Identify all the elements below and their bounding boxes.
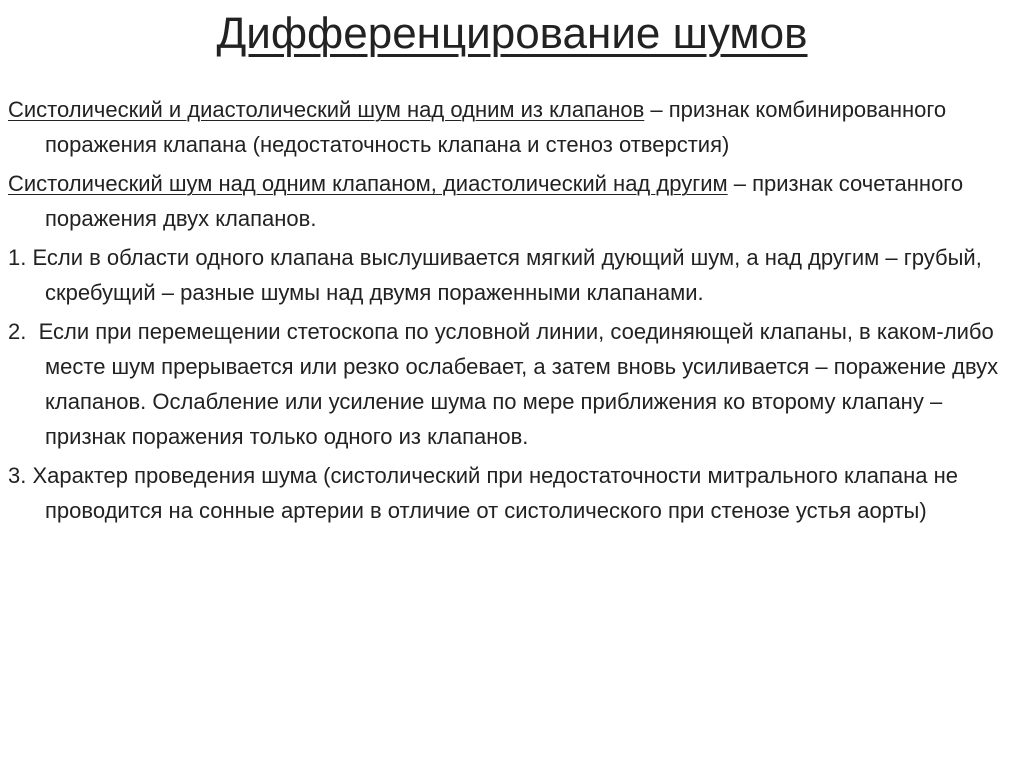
paragraph-combined-lesion <box>8 92 1013 162</box>
paragraph-point-1 <box>8 240 1013 310</box>
paragraph-underlined-text: Систолический шум над одним клапаном, диастолический над другим <box>8 171 728 196</box>
paragraph-point-3 <box>8 458 1013 528</box>
paragraph-underlined-text: Систолический и диастолический шум над одним из клапанов <box>8 97 645 122</box>
paragraph-text: – признак комбинированного поражения клапана (недостаточность клапана и стеноз отверстия) <box>45 97 947 157</box>
paragraph-combined-two-valves <box>8 166 1013 236</box>
paragraph-text: 2. Если при перемещении стетоскопа по условной линии, соединяющей клапаны, в каком-либо месте шум прерывается или резко ослабевает, а затем вновь усиливается – поражение двух клапанов. Ослабление или усиление шума по мере приближения ко второму клапану – признак поражения только одного из клапанов. <box>8 319 1005 449</box>
paragraph-text: 3. Характер проведения шума (систолический при недостаточности митрального клапана не проводится на сонные артерии в отличие от систолического при стенозе устья аорты) <box>8 463 958 523</box>
paragraph-text: 1. Если в области одного клапана выслушивается мягкий дующий шум, а над другим – грубый, скребущий – разные шумы над двумя пораженными клапанами. <box>8 245 982 305</box>
slide-title: Дифференцирование шумов <box>216 9 808 58</box>
slide-content <box>8 92 1013 532</box>
paragraph-text: – признак сочетанного поражения двух клапанов. <box>45 171 964 231</box>
paragraph-point-2 <box>8 314 1013 454</box>
